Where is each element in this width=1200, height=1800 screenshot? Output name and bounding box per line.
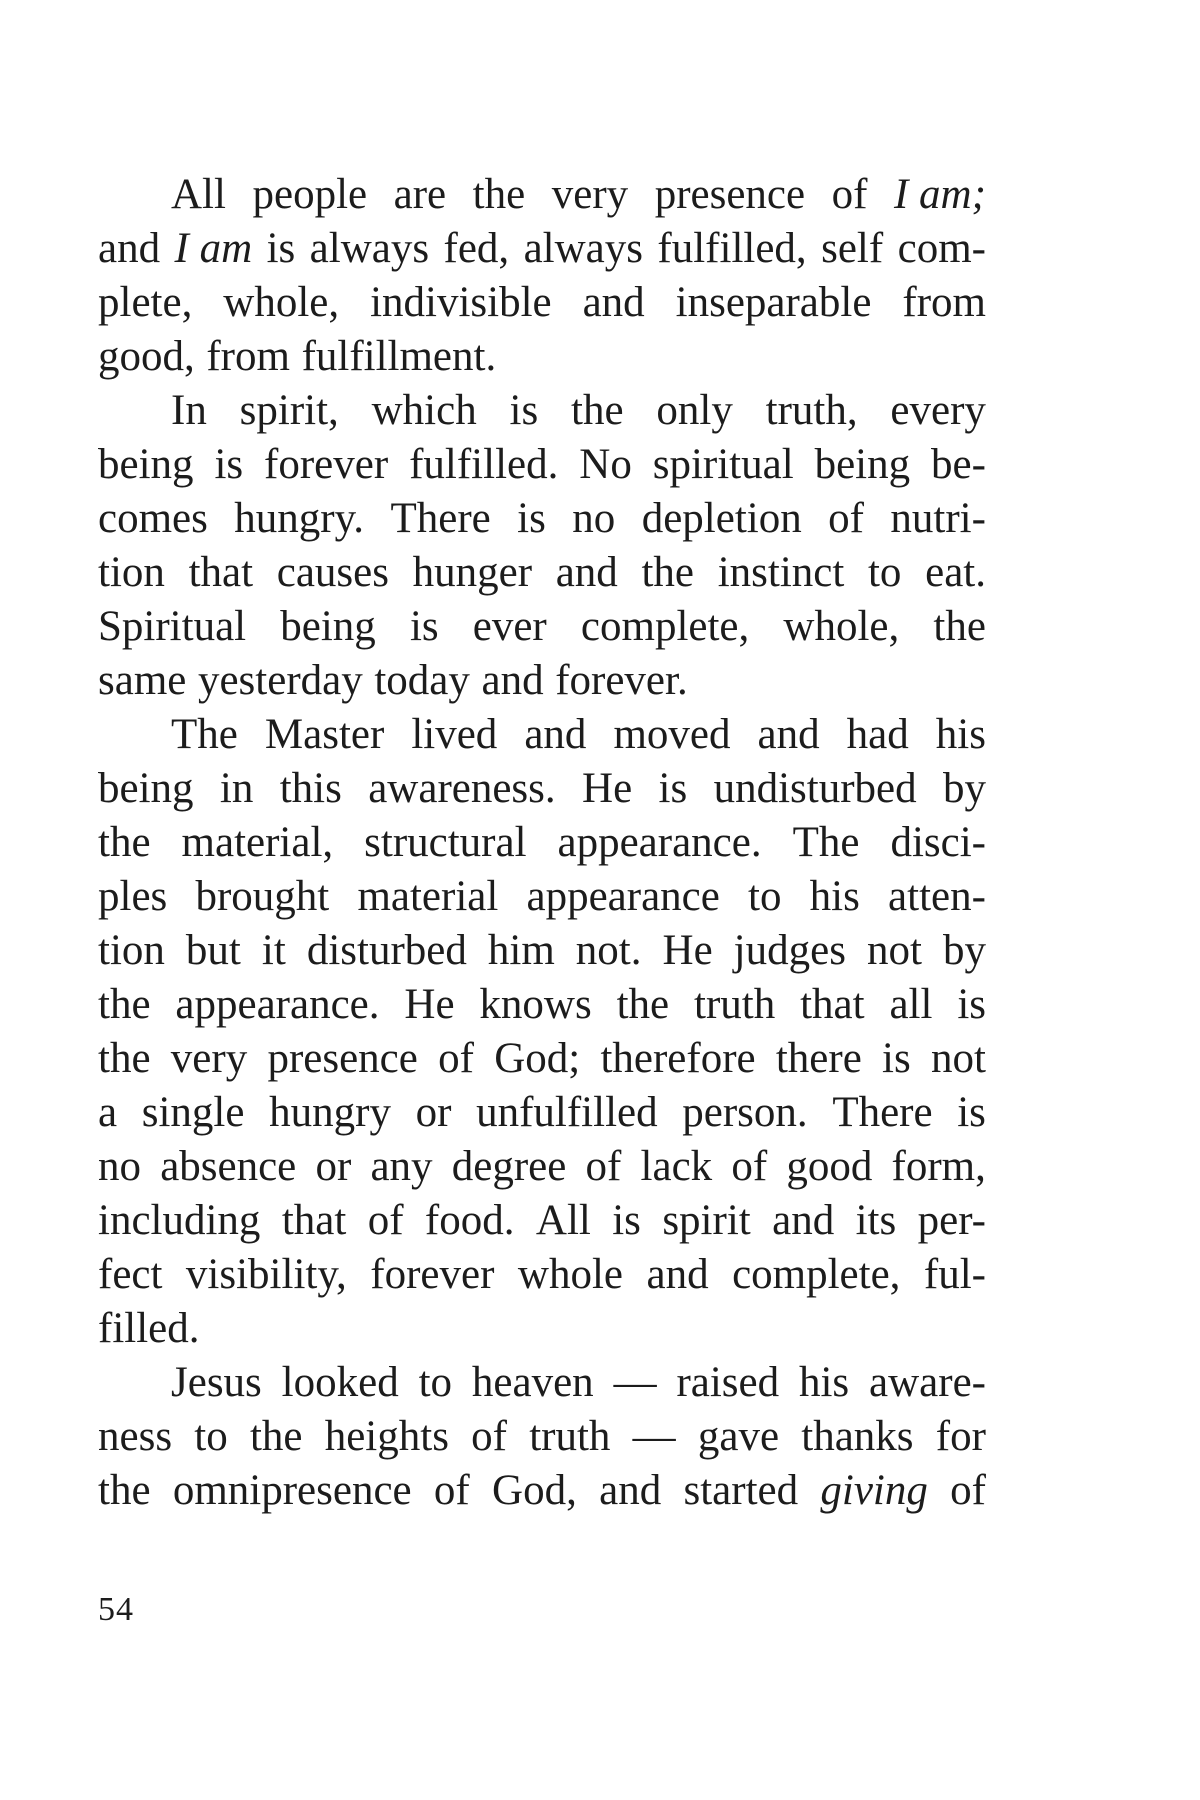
word: and [481,657,544,704]
word: the [641,549,695,596]
word: but [185,927,241,974]
word: his [798,1359,850,1406]
text-line [98,1248,986,1302]
word: ever [472,603,547,650]
word: filled. [98,1305,200,1352]
text-line [98,1140,986,1194]
word: lived [411,711,498,758]
word: fulfilled, [657,225,807,272]
word: inseparable [675,279,872,326]
text-line [98,978,986,1032]
word: God; [494,1035,581,1082]
word: hungry. [234,495,365,542]
text-line [98,708,986,762]
word: to [867,549,902,596]
word: of [731,1143,768,1190]
word: truth [694,981,776,1028]
italic-word: I am; [893,171,986,218]
word: good [786,1143,873,1190]
word: good, [98,333,195,380]
word: per- [917,1197,986,1244]
word: single [141,1089,245,1136]
word: to [748,873,782,920]
text-line [98,654,986,708]
word: of [438,1035,474,1082]
word: a [98,1089,118,1136]
word: not [866,927,922,974]
word: only [656,387,733,434]
word: forever [264,441,389,488]
word: brought [195,873,330,920]
word: material, [181,819,334,866]
word: whole [517,1251,623,1298]
word: no [572,495,616,542]
word: appearance [526,873,720,920]
word: very [551,171,629,218]
word: food. [424,1197,515,1244]
word: fulfilled. [409,441,559,488]
text-line [98,1464,986,1518]
word: truth, [765,387,858,434]
word: is [409,603,439,650]
word: is [658,765,688,812]
body-text [98,168,986,1518]
word: that [281,1197,347,1244]
word: the [472,171,526,218]
word: Master [264,711,385,758]
word: tion [98,927,165,974]
text-line [98,1032,986,1086]
word: any [370,1143,433,1190]
word: ful- [923,1251,986,1298]
word: He [662,927,713,974]
word: complete, [580,603,750,650]
text-line [98,492,986,546]
word: fulfillment. [301,333,497,380]
word: and [582,279,645,326]
word: is [612,1197,641,1244]
word: very [170,1035,248,1082]
text-line [98,1194,986,1248]
word: gave [697,1413,780,1460]
word: and [599,1467,662,1514]
word: always [309,225,430,272]
word: his [935,711,986,758]
word: lack [640,1143,713,1190]
word: He [582,765,633,812]
word: Jesus [171,1359,262,1406]
word: being [98,765,194,812]
word: He [404,981,455,1028]
word: knows [479,981,592,1028]
word: every [890,387,986,434]
word: God, [492,1467,577,1514]
word: are [393,171,447,218]
word: — [632,1413,676,1460]
word: his [809,873,860,920]
word: spiritual [652,441,794,488]
word: fect [98,1251,163,1298]
word: not. [575,927,642,974]
word: com- [897,225,986,272]
text-line [98,1302,986,1356]
word: disturbed [306,927,467,974]
word: is [517,495,546,542]
word: nutri- [890,495,986,542]
word: material [357,873,499,920]
word: that [188,549,254,596]
word: including [98,1197,261,1244]
word: be- [931,441,986,488]
word: no [98,1143,141,1190]
word: disci- [890,819,986,866]
text-line [98,168,986,222]
word: of [367,1197,404,1244]
word: its [855,1197,897,1244]
word: visibility, [185,1251,347,1298]
word: same [98,657,187,704]
word: The [171,711,238,758]
word: all [889,981,933,1028]
word: yesterday [197,657,363,704]
word: or [415,1089,452,1136]
word: All [535,1197,591,1244]
word: judges [733,927,846,974]
word: from [206,333,290,380]
word: of [471,1413,507,1460]
word: that [800,981,865,1028]
page-number: 54 [98,1591,134,1628]
word: the [98,1035,151,1082]
word: and [524,711,587,758]
word: for [935,1413,986,1460]
word: thanks [801,1413,914,1460]
text-line [98,1410,986,1464]
word: omnipresence [172,1467,412,1514]
word: had [846,711,909,758]
word: hungry [269,1089,391,1136]
word: or [315,1143,352,1190]
word: The [792,819,860,866]
word: and [646,1251,709,1298]
word: ples [98,873,168,920]
text-line [98,762,986,816]
word: and [98,225,161,272]
word: self [821,225,884,272]
text-line [98,1356,986,1410]
word: the [98,1467,151,1514]
text-line [98,870,986,924]
word: comes [98,495,208,542]
word: the [249,1413,303,1460]
word: depletion [641,495,802,542]
word: the [933,603,986,650]
word: whole, [783,603,900,650]
word: always [523,225,643,272]
word: atten- [888,873,986,920]
text-line [98,816,986,870]
word: raised [676,1359,780,1406]
word: There [390,495,491,542]
word: There [832,1089,933,1136]
word: undisturbed [713,765,917,812]
word: him [487,927,555,974]
word: and [772,1197,835,1244]
word: truth [529,1413,611,1460]
text-line [98,330,986,384]
word: people [252,171,368,218]
text-line [98,546,986,600]
word: being [98,441,194,488]
word: is [509,387,539,434]
word: presence [267,1035,418,1082]
italic-word: giving [820,1467,928,1514]
word: No [579,441,632,488]
word: Spiritual [98,603,247,650]
word: forever [370,1251,495,1298]
word: looked [281,1359,399,1406]
word: the [616,981,670,1028]
word: forever. [555,657,688,704]
word: which [371,387,477,434]
word: appearance. [557,819,762,866]
word: by [942,927,986,974]
word: structural [364,819,527,866]
word: the [98,819,151,866]
word: causes [276,549,389,596]
word: aware- [869,1359,986,1406]
text-line [98,1086,986,1140]
text-line [98,438,986,492]
word: today [374,657,470,704]
word: heights [324,1413,449,1460]
word: person. [682,1089,808,1136]
word: absence [160,1143,297,1190]
word: appearance. [175,981,380,1028]
word: ness [98,1413,173,1460]
italic-word: I am [174,225,253,272]
word: tion [98,549,165,596]
word: spirit [662,1197,751,1244]
text-line [98,924,986,978]
word: heaven [471,1359,594,1406]
word: to [194,1413,228,1460]
word: to [418,1359,453,1406]
word: instinct [717,549,845,596]
word: All [171,171,226,218]
word: in [219,765,254,812]
word: degree [451,1143,567,1190]
word: complete, [732,1251,901,1298]
word: of [585,1143,622,1190]
word: spirit, [239,387,339,434]
word: presence [654,171,806,218]
word: is [882,1035,911,1082]
text-line [98,276,986,330]
word: plete, [98,279,193,326]
word: of [433,1467,470,1514]
word: it [261,927,286,974]
text-line [98,600,986,654]
word: hunger [412,549,533,596]
word: is [957,1089,986,1136]
word: form, [891,1143,986,1190]
word: being [814,441,911,488]
text-line [98,222,986,276]
word: is [266,225,296,272]
word: fed, [443,225,510,272]
word: not [930,1035,986,1082]
word: and [555,549,618,596]
word: the [98,981,151,1028]
word: is [957,981,986,1028]
word: from [902,279,986,326]
word: therefore [600,1035,756,1082]
word: of [831,171,868,218]
word: eat. [925,549,986,596]
word: the [571,387,624,434]
word: of [828,495,864,542]
word: unfulfilled [476,1089,658,1136]
word: awareness. [368,765,556,812]
word: whole, [223,279,340,326]
word: there [775,1035,862,1082]
word: — [613,1359,657,1406]
word: being [280,603,376,650]
word: indivisible [370,279,552,326]
word: started [683,1467,799,1514]
text-line [98,384,986,438]
word: and [757,711,820,758]
word: by [942,765,986,812]
word: this [279,765,342,812]
word: moved [613,711,731,758]
word: of [950,1467,986,1514]
word: In [171,387,207,434]
word: is [214,441,244,488]
